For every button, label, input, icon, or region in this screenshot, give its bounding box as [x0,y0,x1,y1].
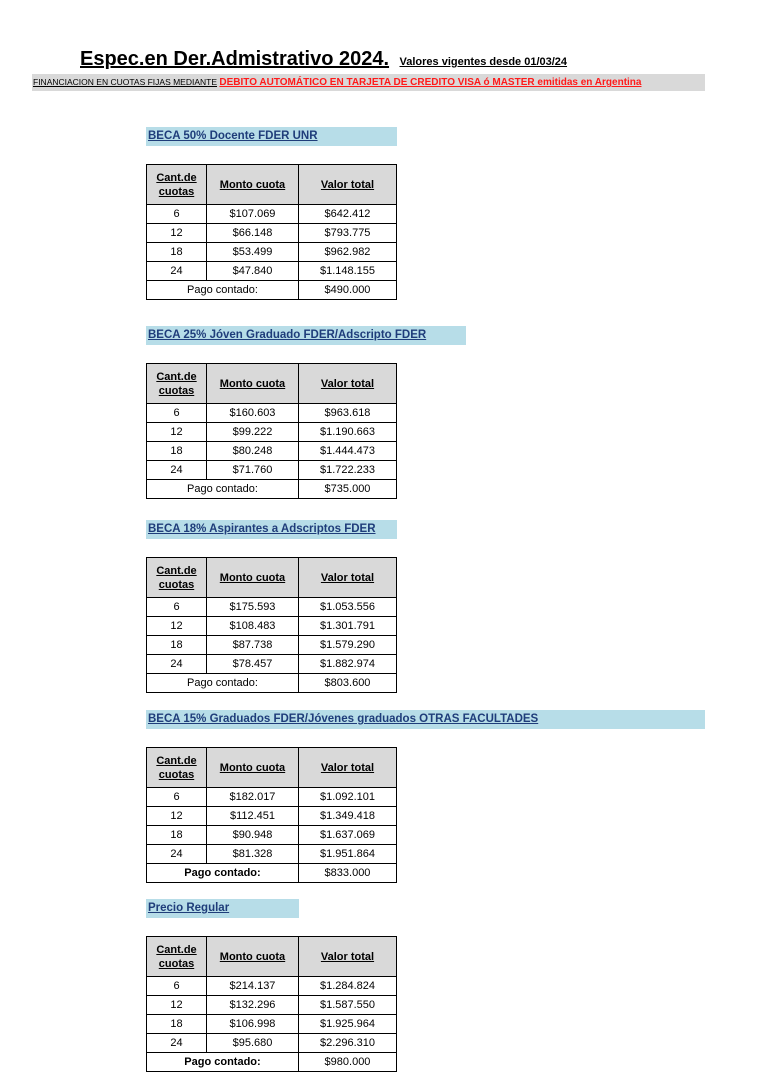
financing-prefix: FINANCIACION EN CUOTAS FIJAS MEDIANTE [33,77,218,87]
total-cell: $1.637.069 [299,826,397,845]
contado-row [147,1053,397,1072]
cuotas-cell: 24 [147,1034,207,1053]
total-cell: $1.053.556 [299,598,397,617]
monto-cell: $175.593 [207,598,299,617]
total-cell: $963.618 [299,404,397,423]
table-row [147,977,397,996]
fee-table [146,164,397,300]
section-title: BECA 15% Graduados FDER/Jóvenes graduados OTRAS FACULTADES [146,710,705,729]
total-cell: $1.722.233 [299,461,397,480]
cuotas-cell: 6 [147,598,207,617]
contado-label: Pago contado: [147,864,299,883]
cuotas-cell: 6 [147,977,207,996]
monto-cell: $47.840 [207,262,299,281]
total-cell: $1.951.864 [299,845,397,864]
table-row [147,845,397,864]
contado-row [147,480,397,499]
table-row [147,617,397,636]
cuotas-cell: 24 [147,461,207,480]
table-row [147,1034,397,1053]
monto-cell: $78.457 [207,655,299,674]
fee-section-precio-regular [146,899,397,1072]
column-header-monto: Monto cuota [207,364,299,404]
column-header-monto: Monto cuota [207,748,299,788]
monto-cell: $214.137 [207,977,299,996]
document-header [80,48,567,71]
table-row [147,996,397,1015]
contado-label: Pago contado: [147,674,299,693]
column-header-total: Valor total [299,364,397,404]
table-row [147,636,397,655]
section-title: Precio Regular [146,899,299,918]
contado-label: Pago contado: [147,281,299,300]
table-header-row [147,165,397,205]
column-header-total: Valor total [299,937,397,977]
table-header-row [147,748,397,788]
contado-value: $735.000 [299,480,397,499]
column-header-monto: Monto cuota [207,558,299,598]
validity-subtitle: Valores vigentes desde 01/03/24 [399,56,568,68]
contado-row [147,281,397,300]
monto-cell: $66.148 [207,224,299,243]
cuotas-cell: 18 [147,243,207,262]
fee-table [146,936,397,1072]
table-row [147,205,397,224]
total-cell: $1.444.473 [299,442,397,461]
column-header-total: Valor total [299,748,397,788]
total-cell: $1.882.974 [299,655,397,674]
table-row [147,224,397,243]
total-cell: $793.775 [299,224,397,243]
fee-table [146,557,397,693]
total-cell: $1.301.791 [299,617,397,636]
column-header-cuotas: Cant.de cuotas [147,165,207,205]
monto-cell: $106.998 [207,1015,299,1034]
cuotas-cell: 18 [147,1015,207,1034]
column-header-monto: Monto cuota [207,937,299,977]
total-cell: $962.982 [299,243,397,262]
financing-banner [32,74,705,91]
monto-cell: $95.680 [207,1034,299,1053]
total-cell: $1.349.418 [299,807,397,826]
table-row [147,243,397,262]
fee-section-beca-18 [146,520,397,693]
table-row [147,404,397,423]
table-row [147,826,397,845]
cuotas-cell: 24 [147,262,207,281]
contado-value: $833.000 [299,864,397,883]
contado-label: Pago contado: [147,480,299,499]
contado-row [147,864,397,883]
column-header-cuotas: Cant.de cuotas [147,748,207,788]
cuotas-cell: 12 [147,423,207,442]
financing-highlight: DEBITO AUTOMÁTICO EN TARJETA DE CREDITO VISA ó MASTER emitidas en Argentina [219,77,642,88]
monto-cell: $87.738 [207,636,299,655]
table-row [147,262,397,281]
contado-row [147,674,397,693]
total-cell: $1.092.101 [299,788,397,807]
table-header-row [147,364,397,404]
column-header-cuotas: Cant.de cuotas [147,558,207,598]
total-cell: $1.925.964 [299,1015,397,1034]
total-cell: $1.148.155 [299,262,397,281]
fee-section-beca-50 [146,127,397,300]
cuotas-cell: 18 [147,442,207,461]
monto-cell: $107.069 [207,205,299,224]
monto-cell: $112.451 [207,807,299,826]
fee-table [146,747,397,883]
monto-cell: $132.296 [207,996,299,1015]
total-cell: $642.412 [299,205,397,224]
column-header-cuotas: Cant.de cuotas [147,364,207,404]
monto-cell: $182.017 [207,788,299,807]
cuotas-cell: 24 [147,845,207,864]
table-row [147,423,397,442]
total-cell: $1.284.824 [299,977,397,996]
section-title: BECA 18% Aspirantes a Adscriptos FDER [146,520,397,539]
column-header-total: Valor total [299,165,397,205]
cuotas-cell: 24 [147,655,207,674]
table-row [147,1015,397,1034]
total-cell: $2.296.310 [299,1034,397,1053]
monto-cell: $71.760 [207,461,299,480]
monto-cell: $53.499 [207,243,299,262]
column-header-total: Valor total [299,558,397,598]
cuotas-cell: 12 [147,807,207,826]
fee-section-beca-25 [146,326,466,499]
monto-cell: $81.328 [207,845,299,864]
cuotas-cell: 6 [147,205,207,224]
table-header-row [147,937,397,977]
cuotas-cell: 18 [147,636,207,655]
contado-value: $490.000 [299,281,397,300]
cuotas-cell: 18 [147,826,207,845]
contado-value: $980.000 [299,1053,397,1072]
monto-cell: $80.248 [207,442,299,461]
cuotas-cell: 12 [147,617,207,636]
monto-cell: $99.222 [207,423,299,442]
section-title: BECA 25% Jóven Graduado FDER/Adscripto FDER [146,326,466,345]
table-row [147,807,397,826]
column-header-monto: Monto cuota [207,165,299,205]
table-row [147,442,397,461]
table-row [147,788,397,807]
total-cell: $1.190.663 [299,423,397,442]
monto-cell: $90.948 [207,826,299,845]
cuotas-cell: 12 [147,224,207,243]
fee-table [146,363,397,499]
table-row [147,655,397,674]
table-row [147,598,397,617]
page-title: Espec.en Der.Admistrativo 2024. [80,48,390,70]
contado-label: Pago contado: [147,1053,299,1072]
section-title: BECA 50% Docente FDER UNR [146,127,397,146]
total-cell: $1.587.550 [299,996,397,1015]
total-cell: $1.579.290 [299,636,397,655]
cuotas-cell: 12 [147,996,207,1015]
column-header-cuotas: Cant.de cuotas [147,937,207,977]
monto-cell: $108.483 [207,617,299,636]
table-header-row [147,558,397,598]
table-row [147,461,397,480]
contado-value: $803.600 [299,674,397,693]
cuotas-cell: 6 [147,788,207,807]
monto-cell: $160.603 [207,404,299,423]
cuotas-cell: 6 [147,404,207,423]
fee-section-beca-15 [146,710,705,883]
